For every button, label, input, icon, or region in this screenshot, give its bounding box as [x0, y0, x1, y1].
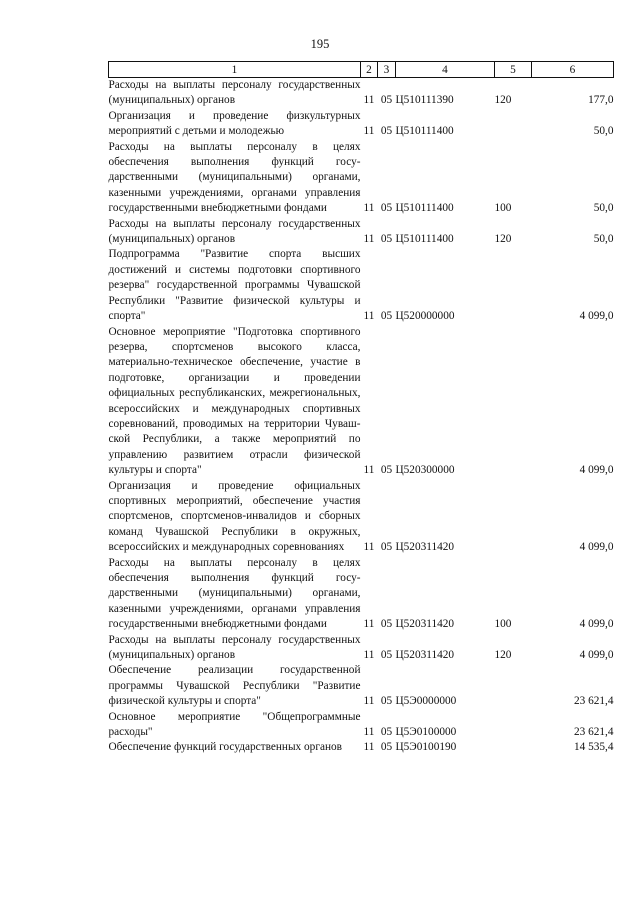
row-target-article: Ц5Э0100000 — [395, 726, 457, 739]
row-target-article: Ц510111400 — [395, 233, 454, 246]
row-amount: 4 099,0 — [579, 310, 614, 323]
table-row — [109, 78, 614, 109]
row-subsection: 05 — [380, 310, 393, 323]
header-row — [109, 62, 614, 78]
table-row — [109, 663, 614, 709]
budget-table — [108, 61, 614, 756]
row-expense-type — [495, 740, 532, 755]
row-target-article: Ц5Э0000000 — [395, 695, 457, 708]
row-section: 11 — [363, 741, 375, 754]
row-target-article: Ц520311420 — [395, 618, 455, 631]
row-section: 11 — [363, 233, 375, 246]
row-subsection: 05 — [380, 618, 393, 631]
row-expense-type: 100 — [494, 618, 512, 631]
row-expense-type — [495, 663, 532, 709]
row-expense-type — [495, 109, 532, 140]
row-description: Организация и проведение официальных спортивных мероприятий, обеспечение участия спортсменов, спортсменов-инвалидов и сборных команд Чувашской Республики в окружных, всероссийских и международных соревнованиях — [108, 479, 361, 554]
row-subsection: 05 — [380, 695, 393, 708]
row-section: 11 — [363, 464, 375, 477]
row-description: Обеспечение функций государственных органов — [108, 741, 343, 754]
row-section: 11 — [363, 202, 375, 215]
row-section: 11 — [363, 310, 375, 323]
row-expense-type: 120 — [494, 94, 512, 107]
row-target-article: Ц520300000 — [395, 464, 455, 477]
row-expense-type — [495, 710, 532, 741]
row-subsection: 05 — [380, 125, 393, 138]
row-amount: 4 099,0 — [579, 541, 614, 554]
row-target-article: Ц510111400 — [395, 202, 454, 215]
row-expense-type: 120 — [494, 649, 512, 662]
row-section: 11 — [363, 649, 375, 662]
header-col-5: 5 — [495, 62, 532, 78]
row-subsection: 05 — [380, 726, 393, 739]
row-description: Расходы на выплаты персоналу государственных (муниципальных) органов — [108, 79, 361, 107]
table-row — [109, 325, 614, 479]
row-target-article: Ц520000000 — [395, 310, 455, 323]
row-section: 11 — [363, 695, 375, 708]
row-section: 11 — [363, 94, 375, 107]
row-target-article: Ц520311420 — [395, 541, 455, 554]
row-amount: 50,0 — [593, 233, 614, 246]
header-col-1: 1 — [109, 62, 361, 78]
row-section: 11 — [363, 125, 375, 138]
table-row — [109, 740, 614, 755]
row-description: Основное мероприятие "Общепрограммные расходы" — [108, 710, 361, 739]
row-section: 11 — [363, 618, 375, 631]
row-expense-type: 120 — [494, 233, 512, 246]
row-subsection: 05 — [380, 741, 393, 754]
row-subsection: 05 — [380, 464, 393, 477]
table-header — [109, 62, 614, 78]
row-amount: 23 621,4 — [573, 695, 614, 708]
row-description: Расходы на выплаты персоналу государственных (муниципальных) органов — [108, 217, 361, 246]
row-subsection: 05 — [380, 94, 393, 107]
row-amount: 50,0 — [593, 202, 614, 215]
row-expense-type — [495, 325, 532, 479]
row-description: Подпрограмма "Развитие спорта высших достижений и системы подготовки спортивного резерва" государственной программы Чувашской Республики "Развитие физической культуры и спорта" — [108, 248, 361, 323]
row-section: 11 — [363, 726, 375, 739]
header-col-2: 2 — [361, 62, 378, 78]
table-row — [109, 217, 614, 248]
row-target-article: Ц510111390 — [395, 94, 454, 107]
row-expense-type — [495, 247, 532, 324]
row-amount: 177,0 — [588, 94, 614, 107]
row-expense-type — [495, 479, 532, 556]
table-row — [109, 479, 614, 556]
table-row — [109, 140, 614, 217]
row-amount: 50,0 — [593, 125, 614, 138]
row-section: 11 — [363, 541, 375, 554]
row-description: Обеспечение реализации государственной программы Чувашской Республики "Развитие физической культуры и спорта" — [108, 664, 361, 708]
table-row — [109, 556, 614, 633]
row-expense-type: 100 — [494, 202, 512, 215]
row-subsection: 05 — [380, 541, 393, 554]
row-description: Расходы на выплаты персоналу государственных (муниципальных) органов — [108, 633, 361, 662]
row-description: Основное мероприятие "Подготовка спортивного резерва, спортсменов высокого класса, материально-техническое обеспечение, участие в подготовке, организации и проведении официальных республиканских, межрегиональных, всероссийских и международных спортивных соревнований, проводимых на территории Чувашской Республики, а также мероприятий по управлению развитием отрасли физической культуры и спорта" — [108, 325, 361, 477]
table-row — [109, 633, 614, 664]
table-body — [109, 78, 614, 756]
row-description: Расходы на выплаты персоналу в целях обеспечения выполнения функций государственными (муниципальными) органами, казенными учреждениями, органами управления государственными внебюджетными фондами — [108, 556, 361, 631]
header-col-3: 3 — [378, 62, 396, 78]
row-description: Организация и проведение физкультурных мероприятий с детьми и молодежью — [108, 109, 361, 138]
row-amount: 4 099,0 — [579, 649, 614, 662]
row-amount: 14 535,4 — [573, 741, 614, 754]
table-row — [109, 247, 614, 324]
row-target-article: Ц510111400 — [395, 125, 454, 138]
row-amount: 4 099,0 — [579, 618, 614, 631]
row-amount: 4 099,0 — [579, 464, 614, 477]
row-subsection: 05 — [380, 202, 393, 215]
row-target-article: Ц520311420 — [395, 649, 455, 662]
page-number: 195 — [310, 37, 330, 51]
table-row — [109, 109, 614, 140]
row-description: Расходы на выплаты персоналу в целях обеспечения выполнения функций государственными (муниципальными) органами, казенными учреждениями, органами управления государственными внебюджетными фондами — [108, 140, 361, 215]
header-col-6: 6 — [532, 62, 614, 78]
header-col-4: 4 — [396, 62, 495, 78]
row-amount: 23 621,4 — [573, 726, 614, 739]
table-row — [109, 710, 614, 741]
row-subsection: 05 — [380, 649, 393, 662]
row-target-article: Ц5Э0100190 — [395, 741, 457, 754]
row-subsection: 05 — [380, 233, 393, 246]
